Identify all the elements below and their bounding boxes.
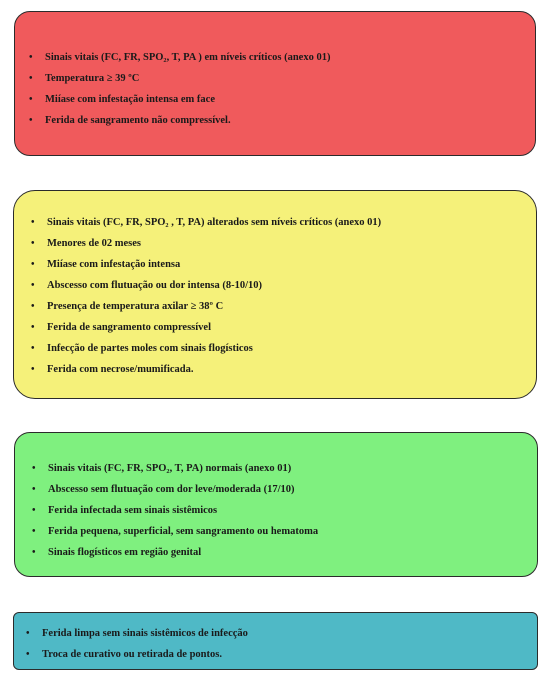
list-item: • Ferida pequena, superficial, sem sangramento ou hematoma [32, 526, 319, 537]
bullet-icon: • [29, 52, 33, 63]
bullet-icon: • [32, 505, 36, 516]
bullet-icon: • [31, 259, 35, 270]
green-criteria-list [32, 463, 319, 568]
red-priority-box [14, 11, 536, 156]
yellow-priority-box [13, 190, 537, 399]
blue-priority-box [13, 612, 538, 670]
bullet-icon: • [32, 547, 36, 558]
list-item: • Infecção de partes moles com sinais flogísticos [31, 343, 253, 354]
list-item: • Sinais vitais (FC, FR, SPO₂ , T, PA) alterados sem níveis críticos (anexo 01) [31, 217, 382, 228]
list-item: • Temperatura ≥ 39 ºC [29, 73, 140, 84]
bullet-icon: • [31, 301, 35, 312]
list-item: • Miíase com infestação intensa em face [29, 94, 215, 105]
bullet-icon: • [31, 322, 35, 333]
bullet-icon: • [32, 526, 36, 537]
yellow-criteria-list [31, 217, 382, 385]
bullet-icon: • [32, 463, 36, 474]
bullet-icon: • [31, 217, 35, 228]
bullet-icon: • [31, 238, 35, 249]
list-item: • Troca de curativo ou retirada de pontos. [26, 649, 222, 660]
list-item: • Abscesso com flutuação ou dor intensa (8-10/10) [31, 280, 263, 291]
list-item: • Ferida de sangramento compressível [31, 322, 211, 333]
bullet-icon: • [29, 94, 33, 105]
list-item: • Presença de temperatura axilar ≥ 38º C [31, 301, 224, 312]
list-item: • Miíase com infestação intensa [31, 259, 181, 270]
list-item: • Ferida infectada sem sinais sistêmicos [32, 505, 218, 516]
list-item: • Ferida com necrose/mumificada. [31, 364, 194, 375]
bullet-icon: • [31, 343, 35, 354]
list-item: • Sinais flogísticos em região genital [32, 547, 202, 558]
blue-criteria-list [26, 628, 248, 670]
list-item: • Menores de 02 meses [31, 238, 141, 249]
list-item: • Abscesso sem flutuação com dor leve/moderada (17/10) [32, 484, 295, 495]
bullet-icon: • [31, 364, 35, 375]
bullet-icon: • [26, 628, 30, 639]
bullet-icon: • [29, 115, 33, 126]
bullet-icon: • [29, 73, 33, 84]
list-item: • Ferida limpa sem sinais sistêmicos de infecção [26, 628, 248, 639]
list-item: • Ferida de sangramento não compressível. [29, 115, 231, 126]
list-item: • Sinais vitais (FC, FR, SPO₂, T, PA) normais (anexo 01) [32, 463, 292, 474]
list-item: • Sinais vitais (FC, FR, SPO₂, T, PA ) em níveis críticos (anexo 01) [29, 52, 331, 63]
red-criteria-list [29, 52, 331, 136]
bullet-icon: • [32, 484, 36, 495]
bullet-icon: • [31, 280, 35, 291]
bullet-icon: • [26, 649, 30, 660]
green-priority-box [14, 432, 538, 577]
